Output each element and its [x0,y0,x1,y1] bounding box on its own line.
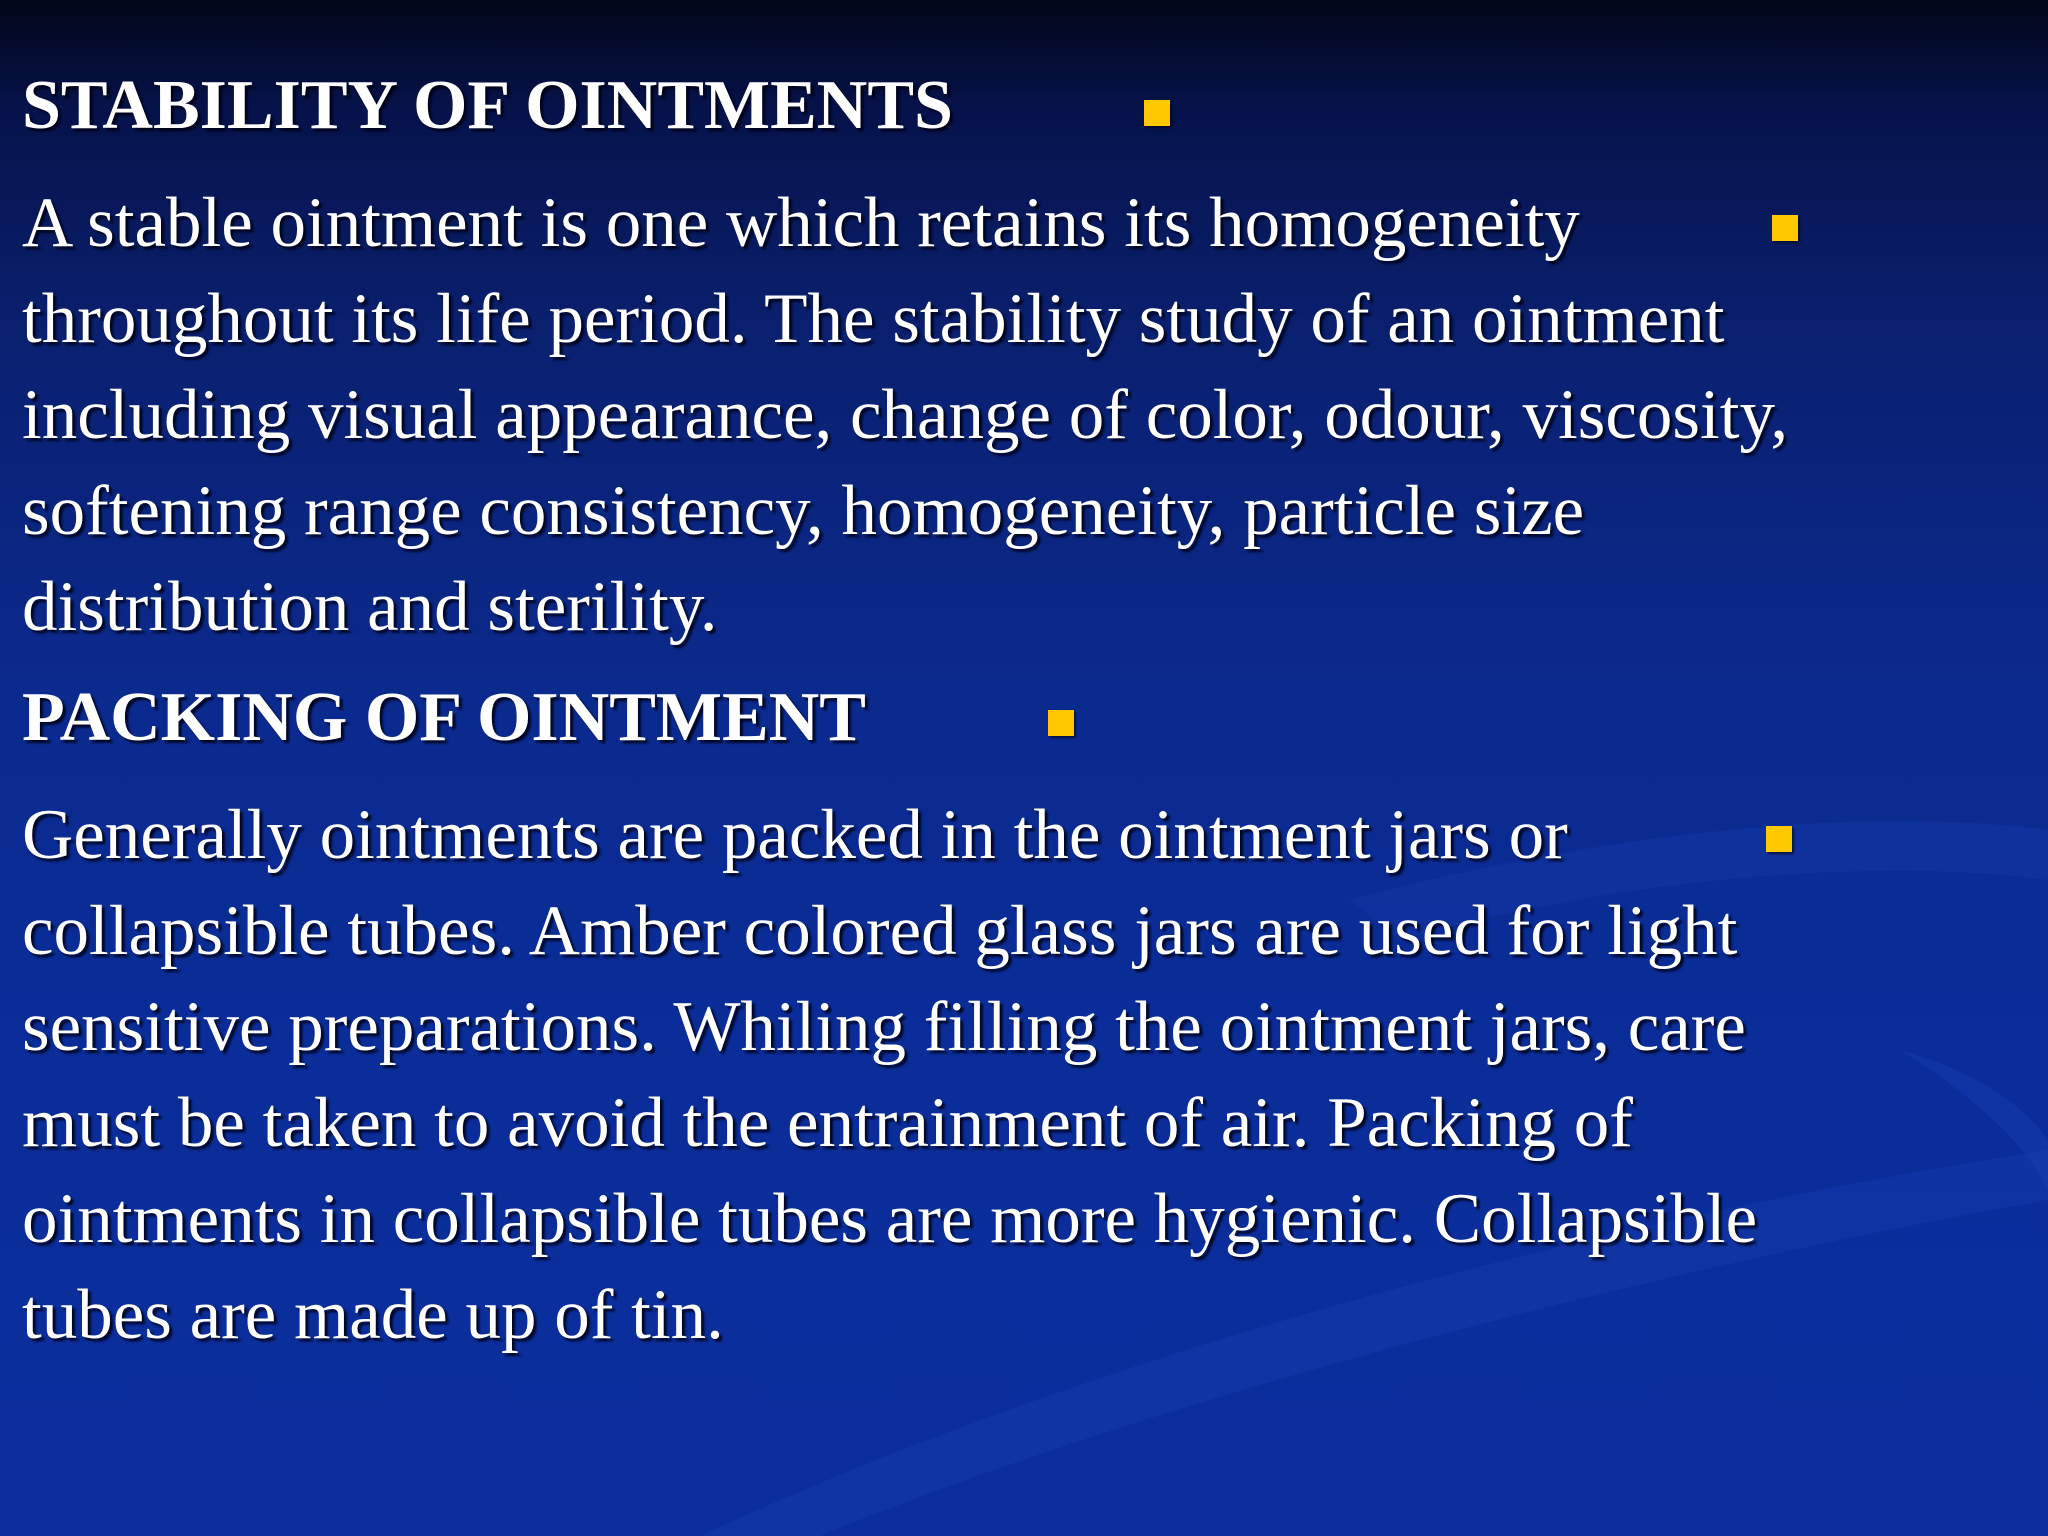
square-bullet-icon [1766,826,1792,852]
paragraph-line: including visual appearance, change of color, odour, viscosity, [22,376,1789,454]
section-heading-stability: STABILITY OF OINTMENTS [22,67,953,144]
paragraph-line: sensitive preparations. Whiling filling the ointment jars, care [22,988,1746,1066]
paragraph-line: softening range consistency, homogeneity, particle size [22,472,1585,550]
paragraph-line: distribution and sterility. [22,568,718,646]
paragraph-line: must be taken to avoid the entrainment of air. Packing of [22,1084,1633,1162]
paragraph-line: ointments in collapsible tubes are more hygienic. Collapsible [22,1180,1758,1258]
square-bullet-icon [1048,710,1074,736]
section-heading-packing: PACKING OF OINTMENT [22,679,866,756]
paragraph-line: throughout its life period. The stability study of an ointment [22,280,1725,358]
paragraph-line: tubes are made up of tin. [22,1276,724,1354]
paragraph-line: A stable ointment is one which retains its homogeneity [22,184,1580,262]
square-bullet-icon [1772,215,1798,241]
paragraph-line: Generally ointments are packed in the ointment jars or [22,796,1568,874]
paragraph-line: collapsible tubes. Amber colored glass jars are used for light [22,892,1738,970]
square-bullet-icon [1144,100,1170,126]
